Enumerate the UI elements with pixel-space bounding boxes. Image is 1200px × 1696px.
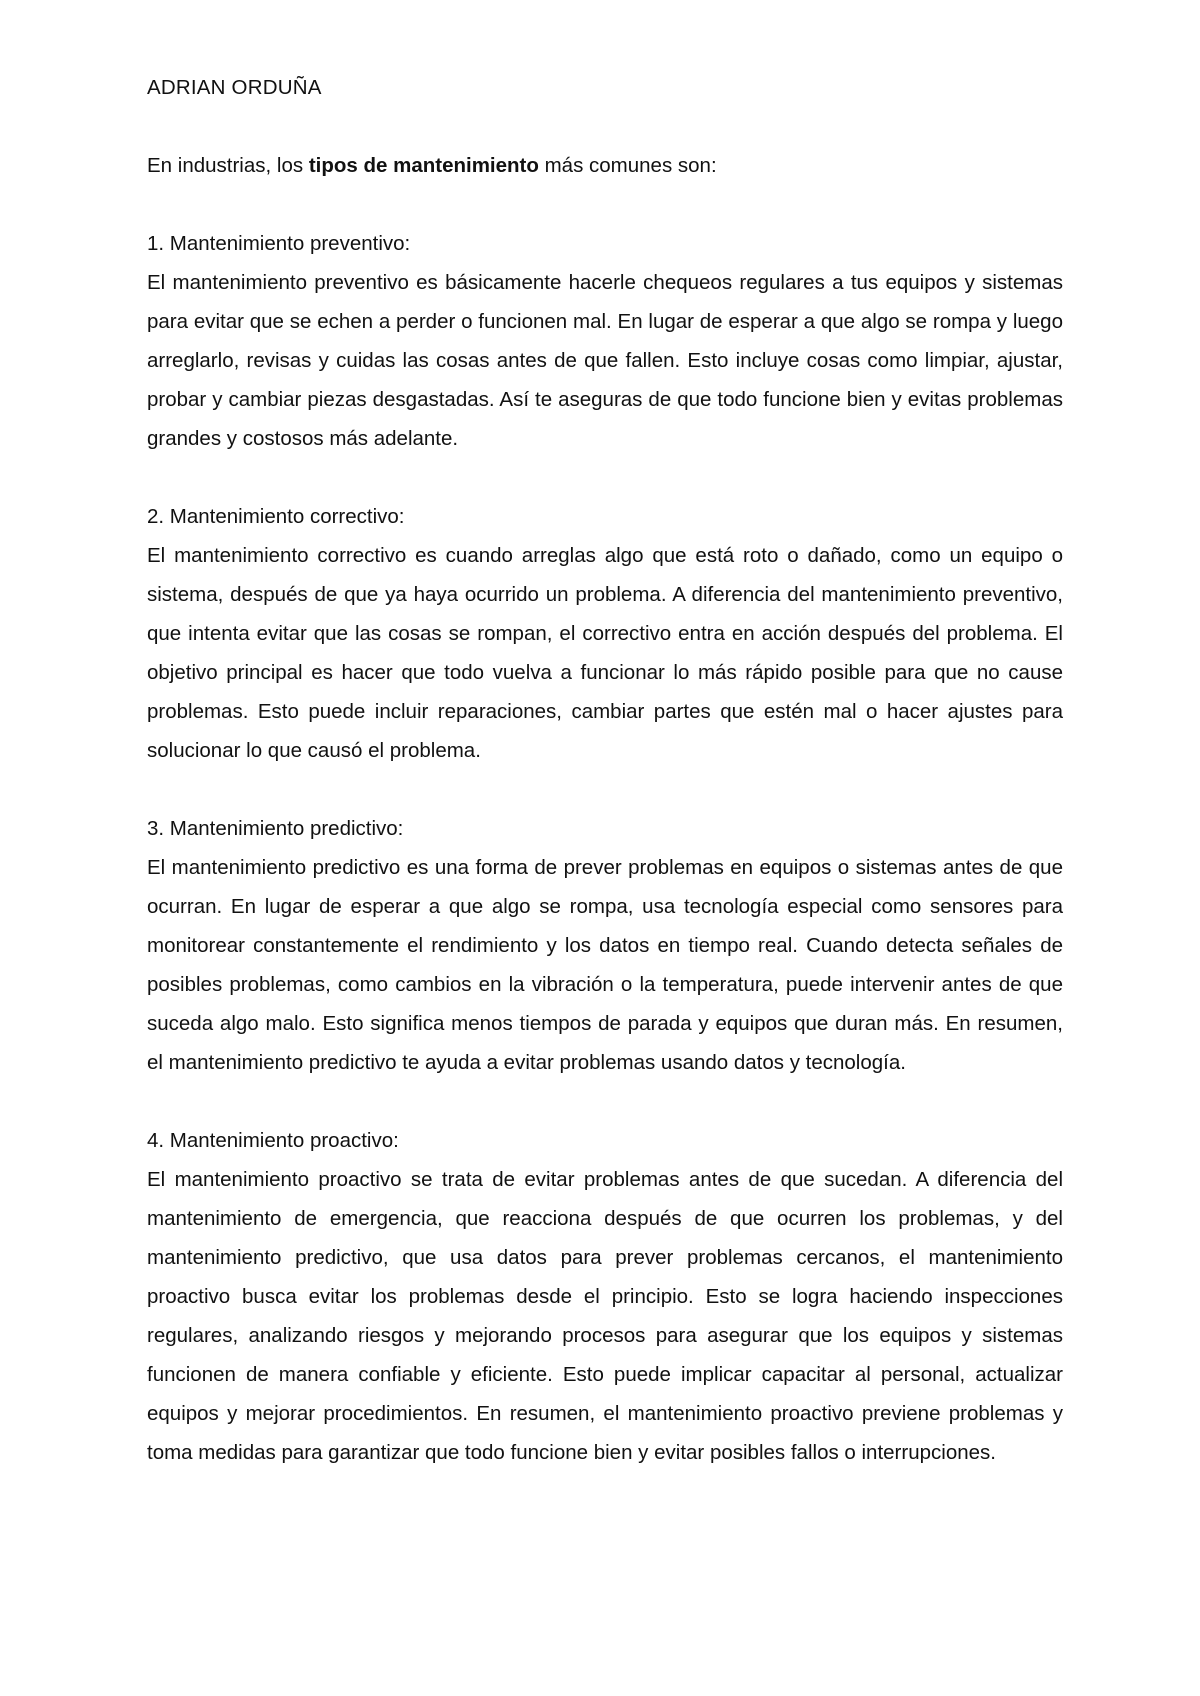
intro-text-bold: tipos de mantenimiento [308, 154, 539, 177]
section-preventivo [147, 224, 1063, 458]
intro-paragraph [147, 146, 1063, 185]
section-title: 2. Mantenimiento correctivo: [147, 505, 405, 528]
document-page [147, 68, 1063, 1511]
intro-text-before: En industrias, los [147, 154, 309, 177]
section-correctivo [147, 497, 1063, 770]
section-body: El mantenimiento predictivo es una forma de prever problemas en equipos o sistemas antes de que ocurran. En lugar de esperar a que algo se rompa, usa tecnología especial como sensores para monitorear constantemente el rendimiento y los datos en tiempo real. Cuando detecta señales de posibles problemas, como cambios en la vibración o la temperatura, puede intervenir antes de que suceda algo malo. Esto significa menos tiempos de parada y equipos que duran más. En resumen, el mantenimiento predictivo te ayuda a evitar problemas usando datos y tecnología. [147, 856, 1063, 1074]
section-body: El mantenimiento proactivo se trata de evitar problemas antes de que sucedan. A diferencia del mantenimiento de emergencia, que reacciona después de que ocurren los problemas, y del mantenimiento predictivo, que usa datos para prever problemas cercanos, el mantenimiento proactivo busca evitar los problemas desde el principio. Esto se logra haciendo inspecciones regulares, analizando riesgos y mejorando procesos para asegurar que los equipos y sistemas funcionen de manera confiable y eficiente. Esto puede implicar capacitar al personal, actualizar equipos y mejorar procedimientos. En resumen, el mantenimiento proactivo previene problemas y toma medidas para garantizar que todo funcione bien y evitar posibles fallos o interrupciones. [147, 1168, 1063, 1464]
author-name: ADRIAN ORDUÑA [147, 76, 322, 99]
section-title: 4. Mantenimiento proactivo: [147, 1129, 399, 1152]
section-body: El mantenimiento correctivo es cuando arreglas algo que está roto o dañado, como un equipo o sistema, después de que ya haya ocurrido un problema. A diferencia del mantenimiento preventivo, que intenta evitar que las cosas se rompan, el correctivo entra en acción después del problema. El objetivo principal es hacer que todo vuelva a funcionar lo más rápido posible para que no cause problemas. Esto puede incluir reparaciones, cambiar partes que estén mal o hacer ajustes para solucionar lo que causó el problema. [147, 544, 1063, 762]
section-title: 1. Mantenimiento preventivo: [147, 232, 411, 255]
section-body: El mantenimiento preventivo es básicamente hacerle chequeos regulares a tus equipos y sistemas para evitar que se echen a perder o funcionen mal. En lugar de esperar a que algo se rompa y luego arreglarlo, revisas y cuidas las cosas antes de que fallen. Esto incluye cosas como limpiar, ajustar, probar y cambiar piezas desgastadas. Así te aseguras de que todo funcione bien y evitas problemas grandes y costosos más adelante. [147, 271, 1063, 450]
intro-text-after: más comunes son: [538, 154, 717, 177]
section-predictivo [147, 809, 1063, 1082]
section-title: 3. Mantenimiento predictivo: [147, 817, 404, 840]
section-proactivo [147, 1121, 1063, 1472]
